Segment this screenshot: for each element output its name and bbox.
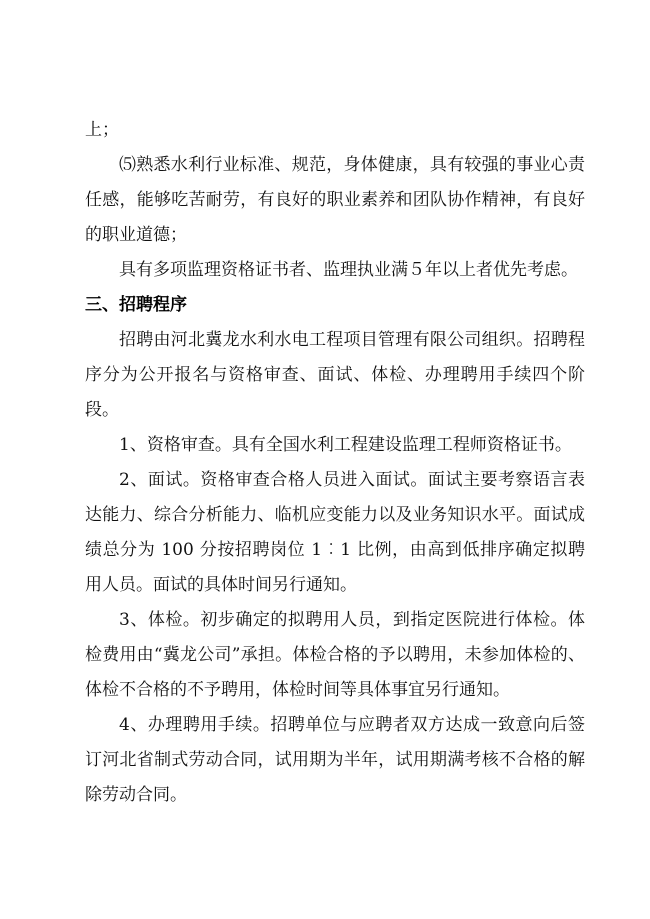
paragraph-procedure-overview: 招聘由河北冀龙水利水电工程项目管理有限公司组织。招聘程序分为公开报名与资格审查、面试、体检、办理聘用手续四个阶段。	[85, 330, 585, 420]
paragraph-employment-procedures: 4、办理聘用手续。招聘单位与应聘者双方达成一致意向后签订河北省制式劳动合同，试用期为半年，试用期满考核不合格的解除劳动合同。	[85, 715, 585, 805]
section-heading-recruitment-procedure: 三、招聘程序	[85, 295, 187, 315]
paragraph-continuation: 上；	[85, 120, 119, 140]
paragraph-interview: 2、面试。资格审查合格人员进入面试。面试主要考察语言表达能力、综合分析能力、临机应变能力以及业务知识水平。面试成绩总分为 100 分按招聘岗位 1︰1 比例，由高到低排序确定拟聘用人员。面试的具体时间另行通知。	[85, 470, 585, 595]
paragraph-medical-exam: 3、体检。初步确定的拟聘用人员，到指定医院进行体检。体检费用由“冀龙公司”承担。体检合格的予以聘用，未参加体检的、体检不合格的不予聘用，体检时间等具体事宜另行通知。	[85, 610, 585, 700]
paragraph-qualification-review: 1、资格审查。具有全国水利工程建设监理工程师资格证书。	[119, 435, 572, 455]
paragraph-preferred-qualifications: 具有多项监理资格证书者、监理执业满５年以上者优先考虑。	[119, 260, 578, 280]
document-body	[85, 113, 585, 813]
paragraph-requirement-5: ⑸熟悉水利行业标准、规范，身体健康，具有较强的事业心责任感，能够吃苦耐劳，有良好的职业素养和团队协作精神，有良好的职业道德；	[85, 155, 585, 245]
